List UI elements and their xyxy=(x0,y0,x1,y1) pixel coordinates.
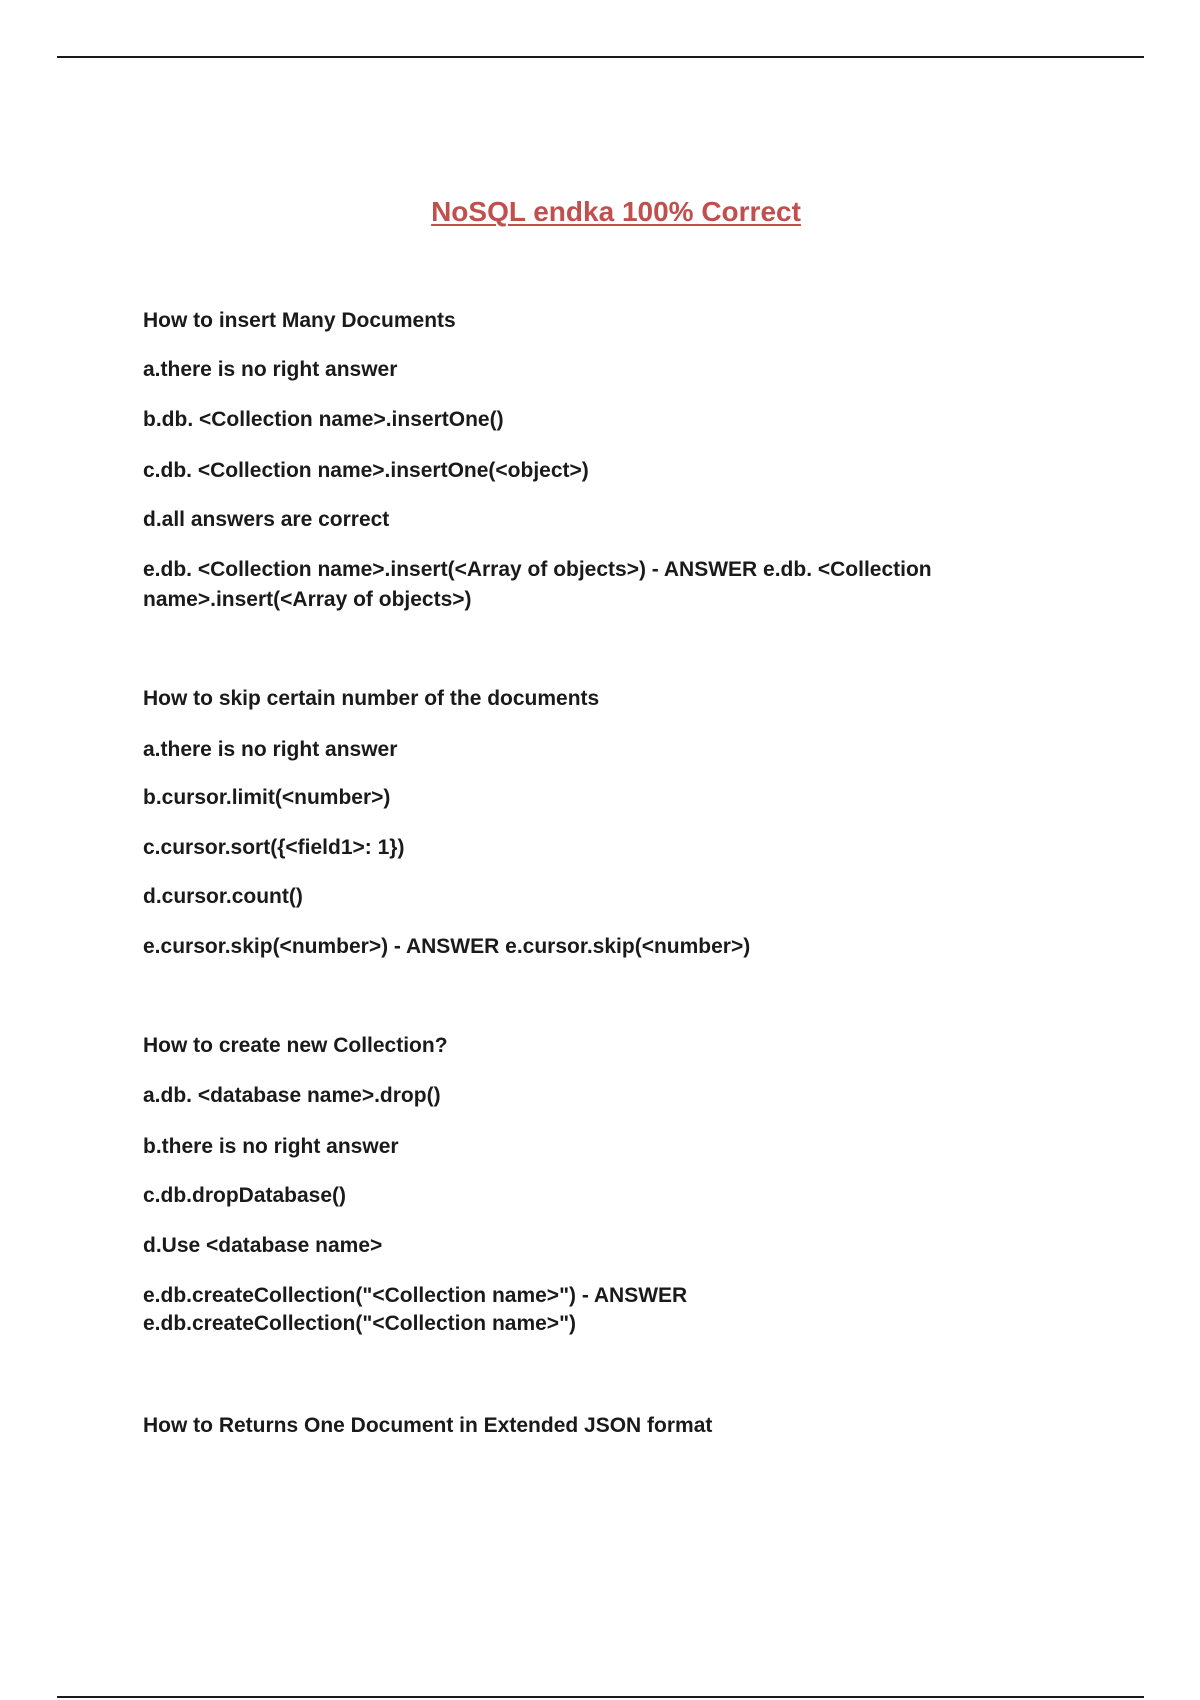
question-2-option-b: b.cursor.limit(<number>) xyxy=(143,786,391,809)
question-1-option-d: d.all answers are correct xyxy=(143,508,390,531)
question-4: How to Returns One Document in Extended JSON format xyxy=(143,1414,713,1437)
question-2-option-d: d.cursor.count() xyxy=(143,885,303,908)
question-1: How to insert Many Documents xyxy=(143,309,456,332)
question-2: How to skip certain number of the documents xyxy=(143,687,600,710)
question-1-option-e-answer: e.db. <Collection name>.insert(<Array of objects>) - ANSWER e.db. <Collection name>.insert(<Array of objects>) xyxy=(143,558,938,611)
question-3-option-e-answer: e.db.createCollection("<Collection name>") - ANSWER e.db.createCollection("<Collection name>") xyxy=(143,1284,688,1335)
question-2-option-c: c.cursor.sort({<field1>: 1}) xyxy=(143,836,405,859)
footer-rule xyxy=(57,1696,1144,1698)
question-2-option-e-answer: e.cursor.skip(<number>) - ANSWER e.cursor.skip(<number>) xyxy=(143,935,751,958)
question-3-option-d: d.Use <database name> xyxy=(143,1234,383,1257)
question-2-option-a: a.there is no right answer xyxy=(143,738,398,761)
document-title: NoSQL endka 100% Correct xyxy=(431,196,801,227)
question-3-option-a: a.db. <database name>.drop() xyxy=(143,1084,441,1107)
question-1-option-a: a.there is no right answer xyxy=(143,358,398,381)
question-3-option-c: c.db.dropDatabase() xyxy=(143,1184,347,1207)
question-1-option-b: b.db. <Collection name>.insertOne() xyxy=(143,408,504,431)
question-3: How to create new Collection? xyxy=(143,1034,448,1057)
question-1-option-c: c.db. <Collection name>.insertOne(<object>) xyxy=(143,459,589,482)
question-3-option-b: b.there is no right answer xyxy=(143,1135,399,1158)
header-rule xyxy=(57,56,1144,58)
